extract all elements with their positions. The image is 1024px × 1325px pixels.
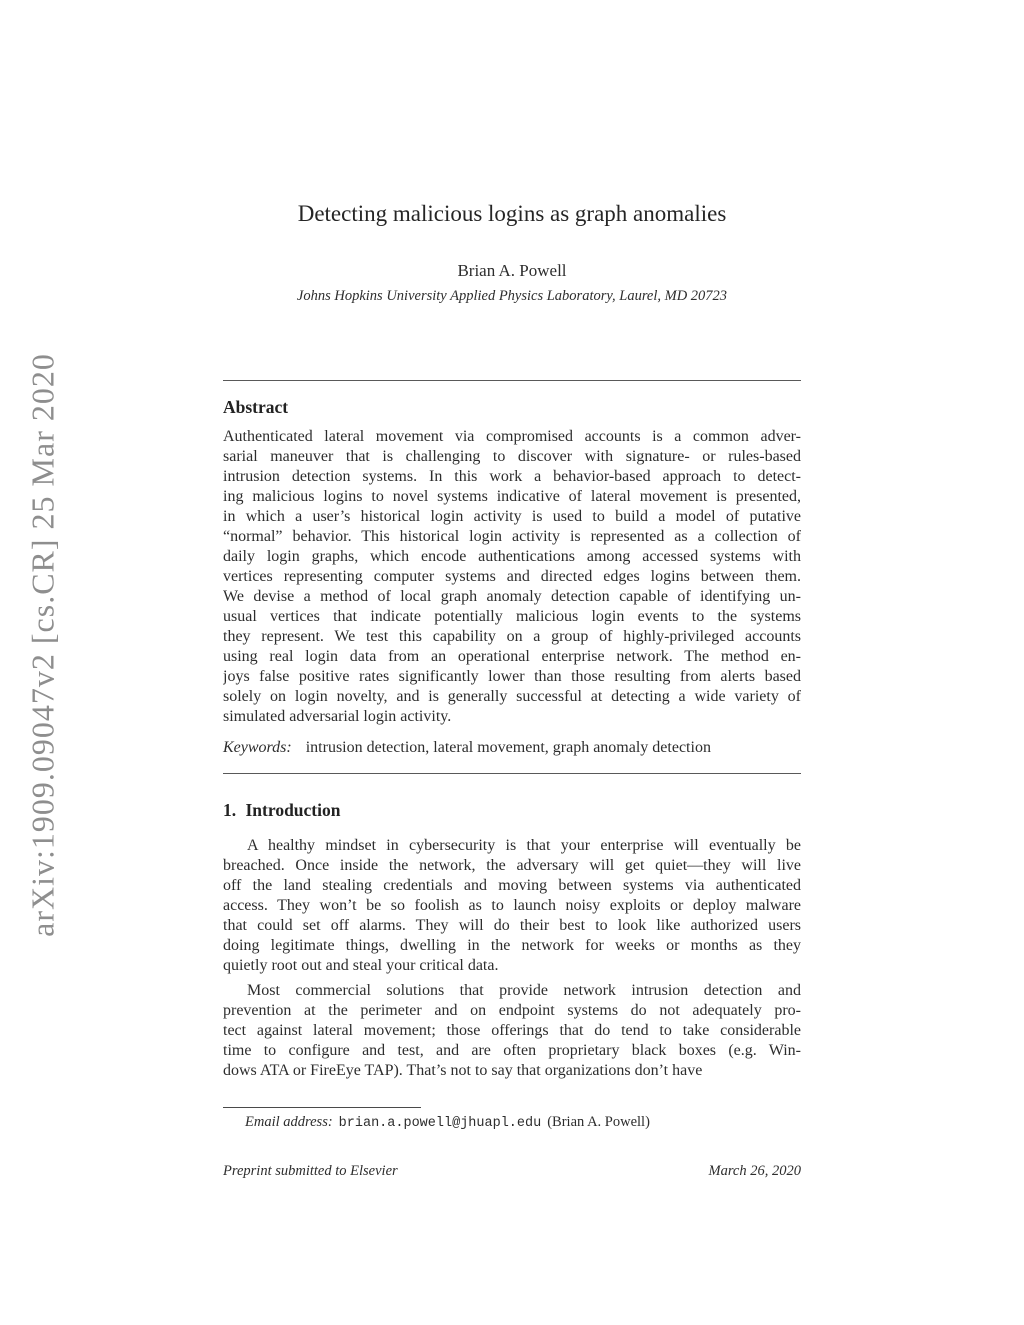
introduction-paragraph-1: A healthy mindset in cybersecurity is that your enterprise will eventually be breached. Once inside the network, the adversary will get quiet—they will live off the land stealing credentials and moving between systems via authenticated access. They won’t be so foolish as to launch noisy exploits or deploy malware that could set off alarms. They will do their best to look like authorized users doing legitimate things, dwelling in the network for weeks or months as they quietly root out and steal your critical data. <box>223 837 801 974</box>
abstract-divider-top <box>223 380 801 381</box>
footnote-email-line <box>223 1114 801 1131</box>
keywords-text: intrusion detection, lateral movement, graph anomaly detection <box>305 739 711 756</box>
keywords-line <box>223 739 801 757</box>
footnote-email-address: brian.a.powell@jhuapl.edu <box>338 1116 542 1131</box>
page-footer <box>223 1163 801 1180</box>
abstract-text: Authenticated lateral movement via compromised accounts is a common adver- sarial maneuver that is challenging to discover with signature- or rules-based intrusion detection systems. In this work a behavior-based approach to detect- ing malicious logins to novel systems indicative of lateral movement is presented, in which a user’s historical login activity is used to build a model of putative “normal” behavior. This historical login activity is represented as a collection of daily login graphs, which encode authentications among accessed systems with vertices representing computer systems and directed edges logins between them. We devise a method of local graph anomaly detection capable of identifying un- usual vertices that indicate potentially malicious login events to the systems they represent. We test this capability on a group of highly-privileged accounts using real login data from an operational enterprise network. The method en- joys false positive rates significantly lower than those resulting from alerts based solely on login novelty, and is generally successful at detecting a wide variety of simulated adversarial login activity. <box>223 428 801 725</box>
section-heading-introduction: 1. Introduction <box>223 800 341 820</box>
paper-title: Detecting malicious logins as graph anomalies <box>297 201 727 226</box>
abstract-divider-bottom <box>223 773 801 774</box>
author-affiliation: Johns Hopkins University Applied Physics Laboratory, Laurel, MD 20723 <box>296 288 728 304</box>
footnote-email-suffix: (Brian A. Powell) <box>547 1114 650 1130</box>
arxiv-watermark: arXiv:1909.09047v2 [cs.CR] 25 Mar 2020 <box>24 353 61 937</box>
footer-preprint-note: Preprint submitted to Elsevier <box>223 1163 398 1179</box>
author-name: Brian A. Powell <box>457 261 567 280</box>
footnote-email-label: Email address: <box>245 1114 333 1130</box>
page-content <box>223 0 801 1325</box>
abstract-heading: Abstract <box>223 397 289 417</box>
introduction-paragraph-2: Most commercial solutions that provide network intrusion detection and prevention at the perimeter and on endpoint systems do not adequately pro- tect against lateral movement; those offerings that do tend to take considerable time to configure and test, and are often proprietary black boxes (e.g. Win- dows ATA or FireEye TAP). That’s not to say that organizations don’t have <box>223 982 801 1079</box>
keywords-label: Keywords: <box>223 739 292 756</box>
footer-date: March 26, 2020 <box>708 1163 801 1179</box>
footnote-rule <box>223 1107 421 1108</box>
